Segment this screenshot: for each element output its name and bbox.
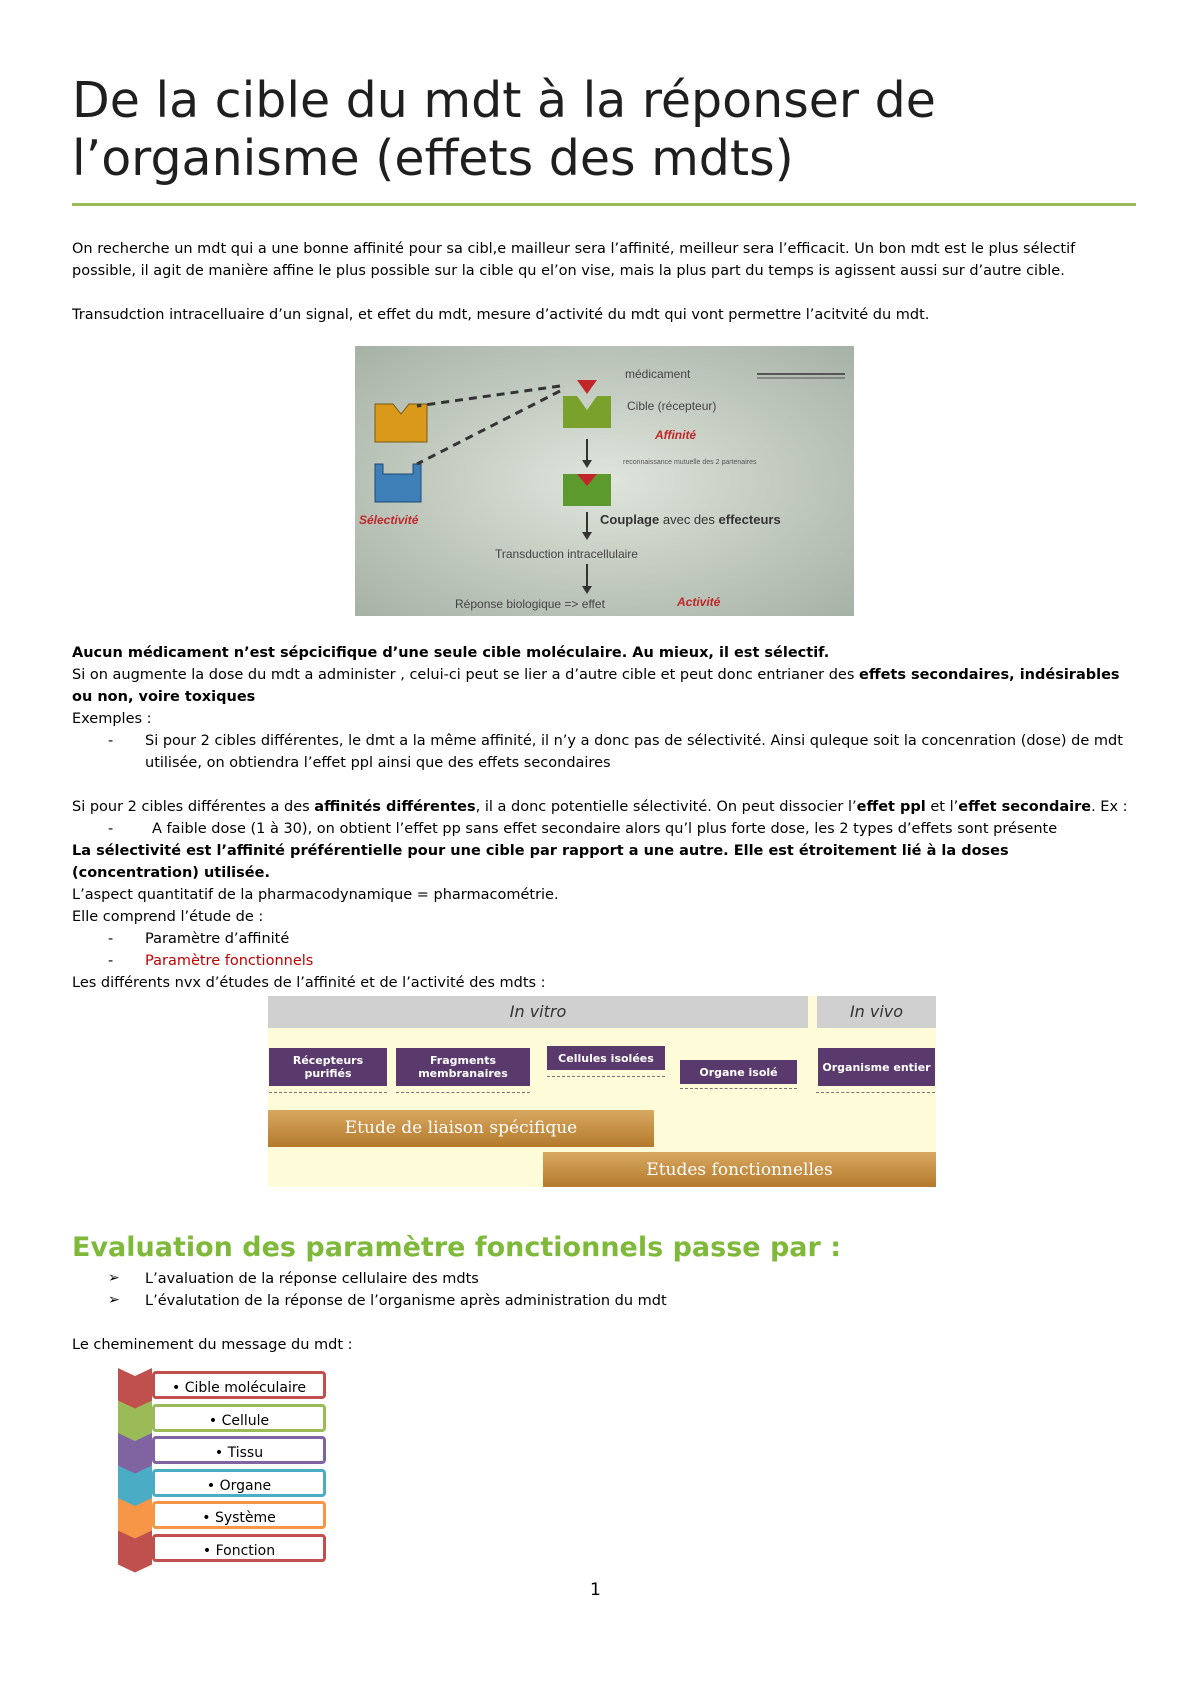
arrow-bullet-icon: ➢ xyxy=(108,1270,120,1286)
header-in-vivo: In vivo xyxy=(817,996,936,1028)
evaluation-bullet-2: L’évalutation de la réponse de l’organisme après administration du mdt xyxy=(145,1293,667,1309)
label-selectivite: Sélectivité xyxy=(359,513,419,527)
dose-increase-text: Si on augmente la dose du mdt a administer , celui-ci peut se lier a d’autre cible et peut donc entrianer des xyxy=(72,667,860,683)
dose-increase-effects: effets secondaires, indésirables ou non, voire toxiques xyxy=(72,667,1120,705)
intro-paragraph-2: Transudction intracelluaire d’un signal, et effet du mdt, mesure d’activité du mdt qui vont permettre l’acitvité du mdt. xyxy=(72,307,930,323)
bar-etudes-fonctionnelles: Etudes fonctionnelles xyxy=(543,1152,936,1187)
cascade-stage: • Fonction xyxy=(152,1534,326,1562)
intro-paragraph-1: On recherche un mdt qui a une bonne affinité pour sa cibl,e mailleur sera l’affinité, meilleur sera l’efficacit. Un bon mdt est le plus sélectif possible, il agit de manière affine le plus possible sur la cible qu el’on vise, mais la plus part du temps is agissent aussi sur d’autre cible. xyxy=(72,241,1076,279)
niveaux-etudes-line: Les différents nvx d’études de l’affinité et de l’activité des mdts : xyxy=(72,975,546,991)
label-activite: Activité xyxy=(677,595,721,609)
cascade-stage: • Tissu xyxy=(152,1436,326,1464)
evaluation-heading: Evaluation des paramètre fonctionnels passe par : xyxy=(72,1232,842,1263)
cascade-stage: • Cible moléculaire xyxy=(152,1371,326,1399)
list-dash: - xyxy=(108,953,114,969)
label-reconnaissance: reconnaissance mutuelle des 2 partenaires xyxy=(623,459,757,466)
list-dash: - xyxy=(108,733,114,749)
arrow-bullet-icon: ➢ xyxy=(108,1292,120,1308)
selectivity-conclusion: La sélectivité est l’affinité préférentielle pour une cible par rapport a une autre. Elle est étroitement lié à la doses (concentration) utilisée. xyxy=(72,843,1009,881)
evaluation-bullet-1: L’avaluation de la réponse cellulaire des mdts xyxy=(145,1271,479,1287)
label-reponse: Réponse biologique => effet xyxy=(455,597,605,611)
label-cible: Cible (récepteur) xyxy=(627,399,717,413)
label-transduction: Transduction intracellulaire xyxy=(495,547,638,561)
cascade-stage: • Organe xyxy=(152,1469,326,1497)
label-couplage-rest: avec des xyxy=(662,512,715,527)
list-dash: - xyxy=(108,821,114,837)
list-dash: - xyxy=(108,931,114,947)
page-number: 1 xyxy=(590,1580,601,1600)
box-organe-isole: Organe isolé xyxy=(680,1060,797,1084)
cascade-intro: Le cheminement du message du mdt : xyxy=(72,1337,353,1353)
item-parametre-affinite: Paramètre d’affinité xyxy=(145,931,290,947)
example-2-text: A faible dose (1 à 30), on obtient l’effet pp sans effet secondaire alors qu’l plus forte dose, les 2 types d’effets sont présente xyxy=(152,821,1058,837)
bar-etude-liaison: Etude de liaison spécifique xyxy=(268,1110,654,1147)
etude-intro-line: Elle comprend l’étude de : xyxy=(72,909,264,925)
box-recepteurs-purifies: Récepteurs purifiés xyxy=(269,1048,387,1086)
label-affinite: Affinité xyxy=(655,428,697,442)
box-cellules-isolees: Cellules isolées xyxy=(547,1046,665,1070)
label-couplage: Couplage xyxy=(600,512,660,527)
example-1-text: Si pour 2 cibles différentes, le dmt a la même affinité, il n’y a donc pas de sélectivité. Ainsi quleque soit la concenration (dose) de mdt utilisée, on obtiendra l’effet ppl ainsi que des effets secondaires xyxy=(145,733,1123,771)
item-parametre-fonctionnels: Paramètre fonctionnels xyxy=(145,953,314,969)
header-in-vitro: In vitro xyxy=(268,996,808,1028)
page-title: De la cible du mdt à la réponser de l’organisme (effets des mdts) xyxy=(72,72,936,187)
label-medicament: médicament xyxy=(625,367,691,381)
box-organisme-entier: Organisme entier xyxy=(818,1048,935,1086)
potential-selectivity-paragraph: Si pour 2 cibles différentes a des affinités différentes, il a donc potentielle sélectivité. On peut dissocier l’effet ppl et l’effet secondaire. Ex : xyxy=(72,799,1128,815)
exemples-label: Exemples : xyxy=(72,711,152,727)
selectivity-lead: Aucun médicament n’est sépcicifique d’une seule cible moléculaire. Au mieux, il est sélectif. xyxy=(72,645,830,661)
cascade-stage: • Cellule xyxy=(152,1404,326,1432)
label-effecteurs: effecteurs xyxy=(718,512,781,527)
box-fragments-membranaires: Fragments membranaires xyxy=(396,1048,530,1086)
pharmacometrie-line: L’aspect quantitatif de la pharmacodynamique = pharmacométrie. xyxy=(72,887,559,903)
cascade-stage: • Système xyxy=(152,1501,326,1529)
